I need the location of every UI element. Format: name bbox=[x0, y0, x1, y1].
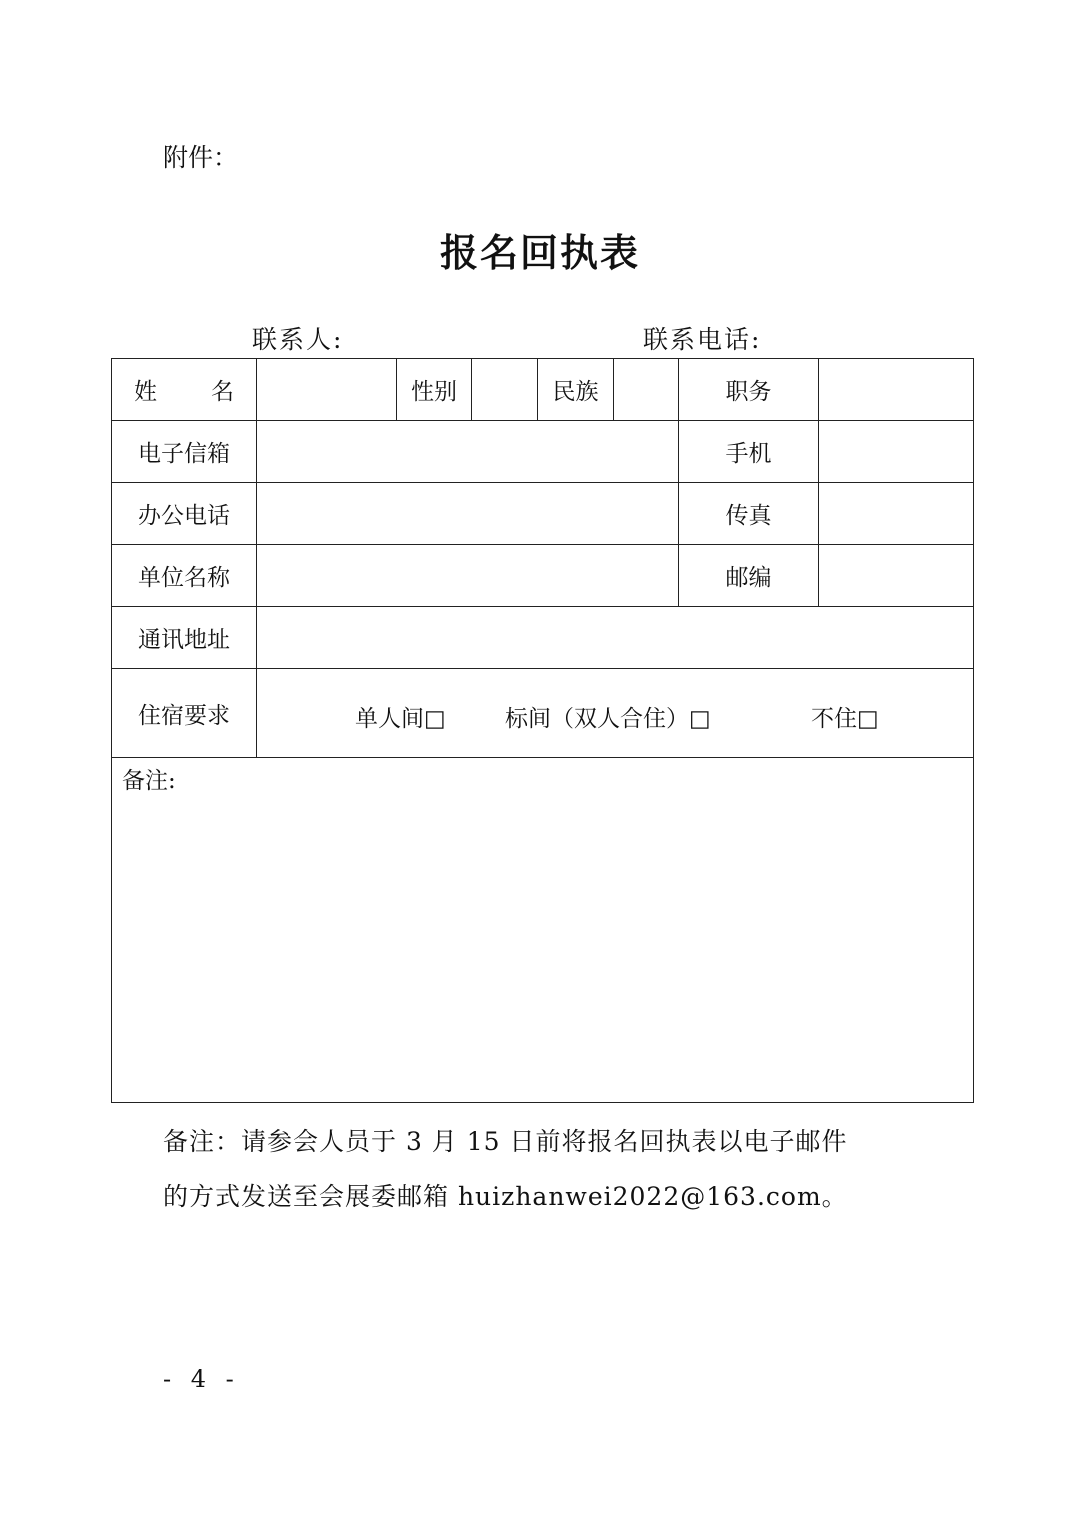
form-row-email bbox=[112, 421, 974, 483]
remarks-label: 备注: bbox=[122, 768, 176, 794]
office-phone-field[interactable] bbox=[257, 483, 679, 545]
gender-label: 性别 bbox=[397, 359, 472, 421]
gender-field[interactable] bbox=[472, 359, 538, 421]
mobile-label: 手机 bbox=[679, 421, 819, 483]
name-label-char-1: 姓 bbox=[134, 379, 157, 405]
fax-label: 传真 bbox=[679, 483, 819, 545]
postcode-field[interactable] bbox=[819, 545, 974, 607]
address-field[interactable] bbox=[257, 607, 974, 669]
ethnicity-field[interactable] bbox=[614, 359, 679, 421]
form-row-name bbox=[112, 359, 974, 421]
remarks-field[interactable] bbox=[112, 758, 974, 1103]
contact-phone-label: 联系电话: bbox=[643, 325, 762, 354]
position-field[interactable] bbox=[819, 359, 974, 421]
email-field[interactable] bbox=[257, 421, 679, 483]
lodging-option-twin[interactable]: 标间（双人合住）□ bbox=[505, 706, 711, 732]
page-number: - 4 - bbox=[163, 1365, 240, 1393]
form-row-remarks bbox=[112, 758, 974, 1103]
postcode-label: 邮编 bbox=[679, 545, 819, 607]
name-label-cell bbox=[112, 359, 257, 421]
ethnicity-label: 民族 bbox=[538, 359, 614, 421]
organization-label: 单位名称 bbox=[112, 545, 257, 607]
form-row-organization bbox=[112, 545, 974, 607]
position-label: 职务 bbox=[679, 359, 819, 421]
attachment-label: 附件： bbox=[163, 143, 239, 172]
form-row-office-phone bbox=[112, 483, 974, 545]
lodging-option-none[interactable]: 不住□ bbox=[811, 706, 879, 732]
email-label: 电子信箱 bbox=[112, 421, 257, 483]
mobile-field[interactable] bbox=[819, 421, 974, 483]
footnote-line-2: 的方式发送至会展委邮箱 huizhanwei2022@163.com。 bbox=[163, 1182, 848, 1211]
form-row-address bbox=[112, 607, 974, 669]
lodging-label: 住宿要求 bbox=[112, 669, 257, 758]
lodging-options bbox=[257, 669, 974, 758]
organization-field[interactable] bbox=[257, 545, 679, 607]
contact-person-label: 联系人: bbox=[252, 325, 344, 354]
fax-field[interactable] bbox=[819, 483, 974, 545]
footnote-line-1: 备注：请参会人员于 3 月 15 日前将报名回执表以电子邮件 bbox=[163, 1127, 848, 1156]
name-label-char-2: 名 bbox=[211, 379, 234, 405]
page-title: 报名回执表 bbox=[439, 231, 640, 275]
form-row-lodging bbox=[112, 669, 974, 758]
office-phone-label: 办公电话 bbox=[112, 483, 257, 545]
lodging-option-single[interactable]: 单人间□ bbox=[355, 706, 446, 732]
registration-form-table bbox=[111, 358, 974, 1103]
name-field[interactable] bbox=[257, 359, 397, 421]
address-label: 通讯地址 bbox=[112, 607, 257, 669]
